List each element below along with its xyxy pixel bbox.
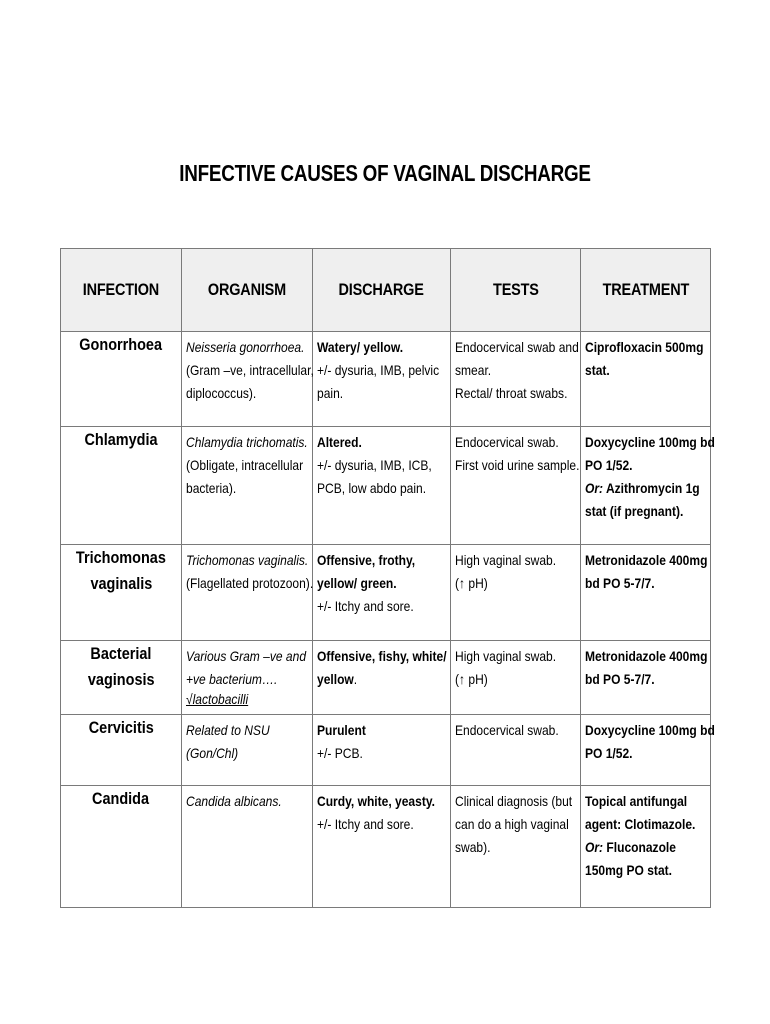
infection-cell: Cervicitis [61, 715, 182, 786]
organism-cell: Neisseria gonorrhoea. (Gram –ve, intracellular, diplococcus). [182, 332, 313, 427]
organism-cell: Trichomonas vaginalis. (Flagellated protozoon). [182, 545, 313, 641]
infection-cell: Chlamydia [61, 427, 182, 545]
treatment-cell: Metronidazole 400mg bd PO 5-7/7. [581, 545, 711, 641]
tests-cell: High vaginal swab. (↑ pH) [451, 641, 581, 715]
organism-cell: Chlamydia trichomatis. (Obligate, intracellular bacteria). [182, 427, 313, 545]
discharge-cell: Offensive, frothy, yellow/ green. +/- Itchy and sore. [313, 545, 451, 641]
header-tests: TESTS [451, 249, 581, 332]
header-row [61, 249, 711, 332]
tests-cell: Endocervical swab and smear. Rectal/ throat swabs. [451, 332, 581, 427]
discharge-cell: Curdy, white, yeasty. +/- Itchy and sore. [313, 786, 451, 908]
treatment-cell: Metronidazole 400mg bd PO 5-7/7. [581, 641, 711, 715]
tests-cell: Clinical diagnosis (but can do a high vaginal swab). [451, 786, 581, 908]
infection-cell: Trichomonas vaginalis [61, 545, 182, 641]
document-title: INFECTIVE CAUSES OF VAGINAL DISCHARGE [179, 160, 591, 186]
table-row [61, 332, 711, 427]
discharge-cell: Watery/ yellow. +/- dysuria, IMB, pelvic pain. [313, 332, 451, 427]
table-row [61, 715, 711, 786]
table-row [61, 545, 711, 641]
organism-cell: Various Gram –ve and +ve bacterium…. √lactobacilli [182, 641, 313, 715]
discharge-table [60, 248, 715, 908]
header-discharge: DISCHARGE [313, 249, 451, 332]
tests-cell: Endocervical swab. [451, 715, 581, 786]
table-row [61, 427, 711, 545]
treatment-cell: Ciprofloxacin 500mg stat. [581, 332, 711, 427]
discharge-cell: Offensive, fishy, white/ yellow. [313, 641, 451, 715]
infection-cell: Candida [61, 786, 182, 908]
organism-cell: Candida albicans. [182, 786, 313, 908]
table-row [61, 786, 711, 908]
organism-cell: Related to NSU (Gon/Chl) [182, 715, 313, 786]
tests-cell: High vaginal swab. (↑ pH) [451, 545, 581, 641]
header-organism: ORGANISM [182, 249, 313, 332]
table-row [61, 641, 711, 715]
discharge-cell: Purulent +/- PCB. [313, 715, 451, 786]
treatment-cell: Doxycycline 100mg bd PO 1/52. Or: Azithromycin 1g stat (if pregnant). [581, 427, 711, 545]
infection-cell: Bacterial vaginosis [61, 641, 182, 715]
tests-cell: Endocervical swab. First void urine sample. [451, 427, 581, 545]
header-infection: INFECTION [61, 249, 182, 332]
header-treatment: TREATMENT [581, 249, 711, 332]
treatment-cell: Topical antifungal agent: Clotimazole. Or: Fluconazole 150mg PO stat. [581, 786, 711, 908]
discharge-cell: Altered. +/- dysuria, IMB, ICB, PCB, low abdo pain. [313, 427, 451, 545]
treatment-cell: Doxycycline 100mg bd PO 1/52. [581, 715, 711, 786]
infection-cell: Gonorrhoea [61, 332, 182, 427]
